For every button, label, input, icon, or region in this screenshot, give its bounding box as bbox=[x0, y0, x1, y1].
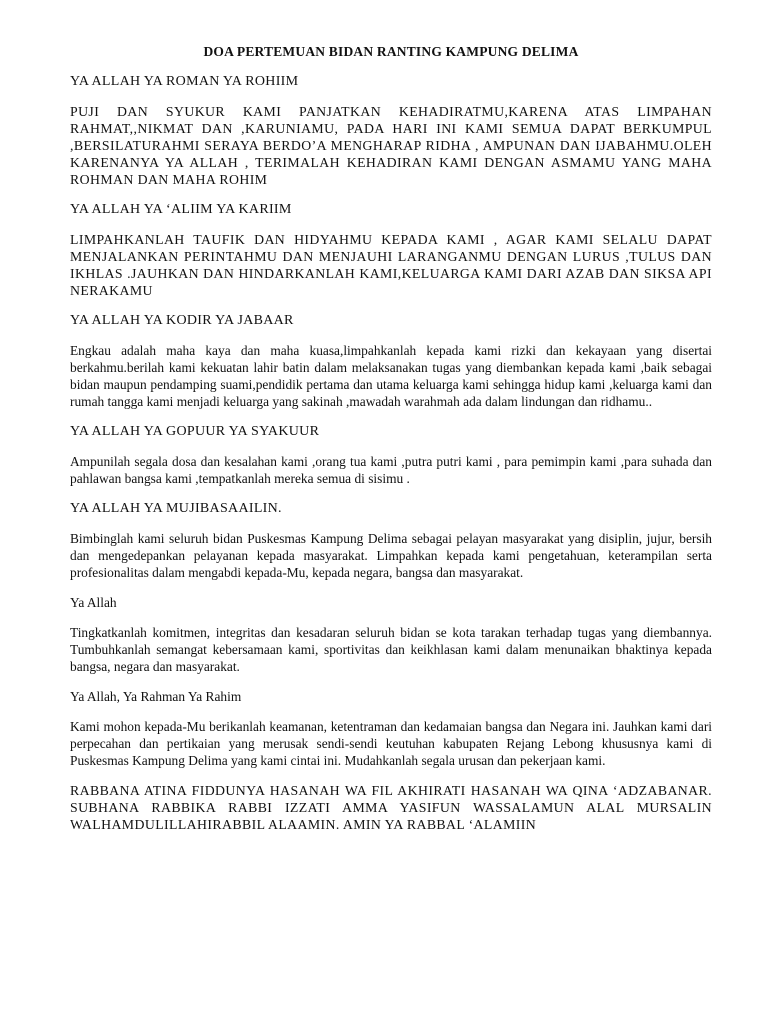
section-heading: Ya Allah, Ya Rahman Ya Rahim bbox=[70, 689, 242, 704]
section-heading: YA ALLAH YA MUJIBASAAILIN. bbox=[70, 501, 282, 516]
document-page bbox=[70, 44, 712, 846]
section-heading: Ya Allah bbox=[70, 595, 117, 610]
section-heading: YA ALLAH YA GOPUUR YA SYAKUUR bbox=[70, 424, 320, 439]
section-heading: YA ALLAH YA ‘ALIIM YA KARIIM bbox=[70, 202, 292, 217]
paragraph: Ampunilah segala dosa dan kesalahan kami ,orang tua kami ,putra putri kami , para pemimpin kami ,para suhada dan pahlawan bangsa kami ,tempatkanlah mereka semua di sisimu . bbox=[70, 454, 712, 486]
paragraph: Kami mohon kepada-Mu berikanlah keamanan, ketentraman dan kedamaian bangsa dan Negara ini. Jauhkan kami dari perpecahan dan pertikaian yang merusak sendi-sendi keutuhan kabupaten Rejang Lebong khususnya kami di Puskesmas Kampung Delima yang kami cintai ini. Mudahkanlah segala urusan dan pekerjaan kami. bbox=[70, 719, 712, 768]
section-heading: YA ALLAH YA KODIR YA JABAAR bbox=[70, 313, 294, 328]
paragraph: Engkau adalah maha kaya dan maha kuasa,limpahkanlah kepada kami rizki dan kekayaan yang disertai berkahmu.berilah kami kekuatan lahir batin dalam melaksanakan tugas yang diembankan kepada kami ,baik sebagai bidan maupun pendamping suami,pendidik pertama dan utama keluarga kami sehingga hidup kami ,keluarga kami dan rumah tangga kami menjadi keluarga yang sakinah ,mawadah warahmah ada dalam lindungan dan ridhamu.. bbox=[70, 343, 712, 409]
paragraph: Tingkatkanlah komitmen, integritas dan kesadaran seluruh bidan se kota tarakan terhadap tugas yang diembannya. Tumbuhkanlah semangat kebersamaan kami, sportivitas dan keikhlasan kami dalam menunaikan bhaktinya kepada bangsa, negara dan masyarakat. bbox=[70, 625, 712, 674]
paragraph: LIMPAHKANLAH TAUFIK DAN HIDYAHMU KEPADA KAMI , AGAR KAMI SELALU DAPAT MENJALANKAN PERINTAHMU DAN MENJAUHI LARANGANMU DENGAN LURUS ,TULUS DAN IKHLAS .JAUHKAN DAN HINDARKANLAH KAMI,KELUARGA KAMI DARI AZAB DAN SIKSA API NERAKAMU bbox=[70, 232, 712, 298]
document-title: DOA PERTEMUAN BIDAN RANTING KAMPUNG DELIMA bbox=[203, 44, 579, 59]
section-heading: YA ALLAH YA ROMAN YA ROHIIM bbox=[70, 74, 299, 89]
paragraph: Bimbinglah kami seluruh bidan Puskesmas Kampung Delima sebagai pelayan masyarakat yang disiplin, jujur, bersih dan mengedepankan pelayanan kepada masyarakat. Limpahkan kepada kami pengetahuan, keterampilan serta profesionalitas dalam mengabdi kepada-Mu, kepada negara, bangsa dan masyarakat. bbox=[70, 531, 712, 580]
closing-prayer: RABBANA ATINA FIDDUNYA HASANAH WA FIL AKHIRATI HASANAH WA QINA ‘ADZABANAR. SUBHANA RABBIKA RABBI IZZATI AMMA YASIFUN WASSALAMUN ALAL MURSALIN WALHAMDULILLAHIRABBIL ALAAMIN. AMIN YA RABBAL ‘ALAMIIN bbox=[70, 783, 712, 832]
paragraph: PUJI DAN SYUKUR KAMI PANJATKAN KEHADIRATMU,KARENA ATAS LIMPAHAN RAHMAT,,NIKMAT DAN ,KARUNIAMU, PADA HARI INI KAMI SEMUA DAPAT BERKUMPUL ,BERSILATURAHMI SERAYA BERDO’A MENGHARAP RIDHA , AMPUNAN DAN IJABAHMU.OLEH KARENANYA YA ALLAH , TERIMALAH KEHADIRAN KAMI DENGAN ASMAMU YANG MAHA ROHMAN DAN MAHA ROHIM bbox=[70, 104, 712, 187]
